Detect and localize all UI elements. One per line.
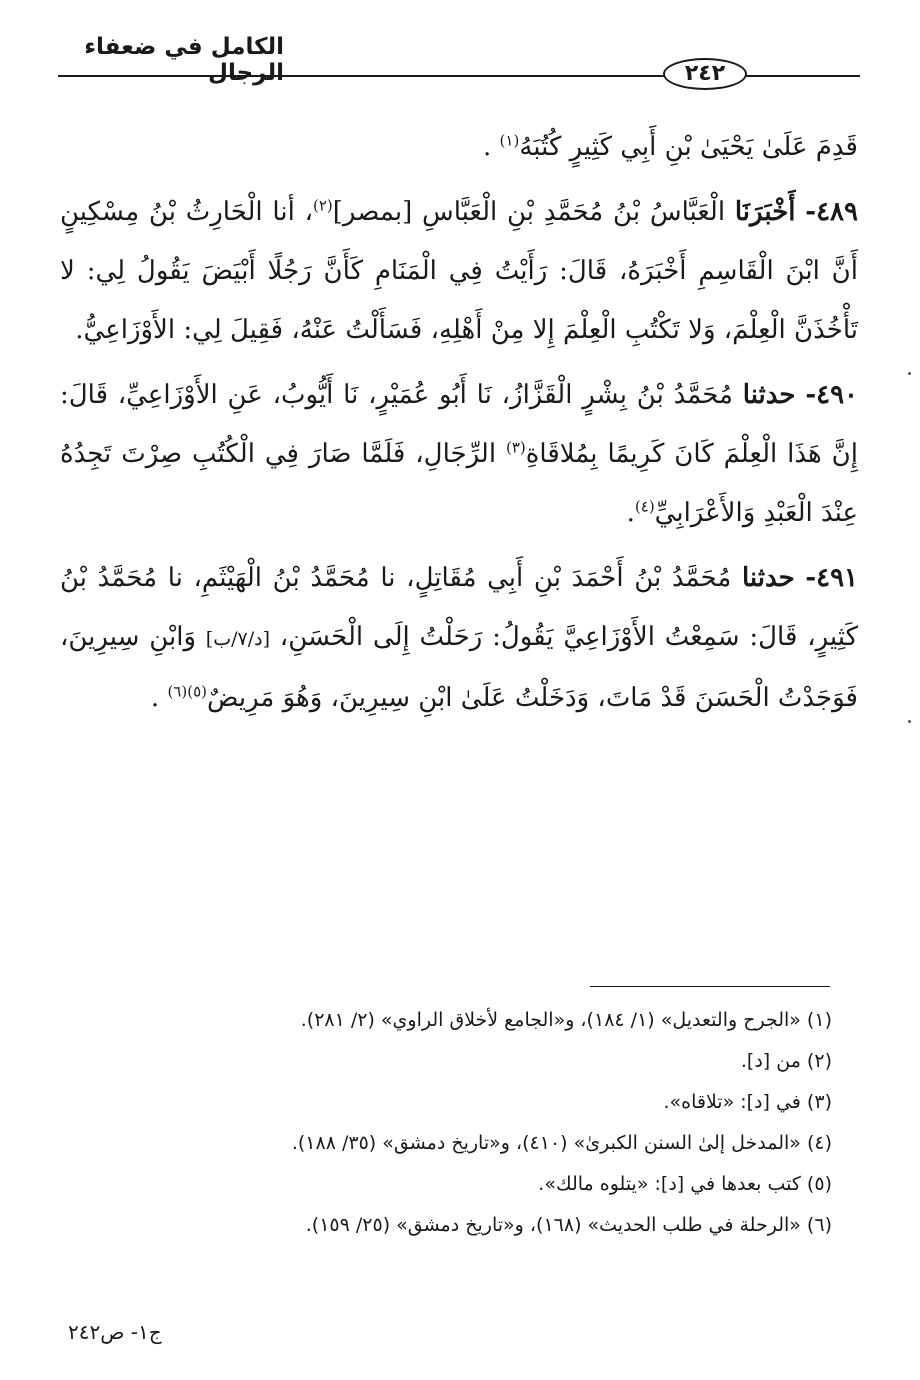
hadith-491 (60, 549, 858, 728)
hadith-text: مُحَمَّدُ بْنُ بِشْرٍ الْقَزَّازُ، نَا أَبُو عُمَيْرٍ، نَا أَيُّوبُ، عَنِ الأَوْزَاعِيِّ، قَالَ: إِنَّ هَذَا الْعِلْمَ كَانَ كَرِيمًا بِمُلاقَاةِ (60, 380, 858, 469)
hadith-number: ٤٩١- (805, 563, 859, 593)
narration-keyword: حدثنا (741, 563, 795, 593)
footnote-marker[interactable]: (٥)(٦) (167, 682, 207, 701)
footnotes (100, 1000, 832, 1246)
hadith-text: وَابْنِ سِيرِينَ، فَوَجَدْتُ الْحَسَنَ قَدْ مَاتَ، وَدَخَلْتُ عَلَىٰ ابْنِ سِيرِينَ، وَهُوَ مَرِيضٌ (60, 622, 858, 713)
footnote-item: (٤) «المدخل إلىٰ السنن الكبرىٰ» (٤١٠)، و«تاريخ دمشق» (٣٥/ ١٨٨). (291, 1132, 832, 1154)
footnote-marker[interactable]: (٢) (313, 196, 333, 215)
footnote-item: (٥) كتب بعدها في [د]: «يتلوه مالك». (538, 1173, 832, 1195)
paragraph-continuation (60, 118, 858, 177)
footnote-marker[interactable]: (٣) (506, 438, 526, 457)
scan-speck (908, 720, 911, 723)
footnote-marker[interactable]: (١) (499, 131, 520, 150)
hadith-text: الْعَبَّاسُ بْنُ مُحَمَّدِ بْنِ الْعَبَّاسِ [بمصر] (332, 197, 726, 227)
scan-speck (908, 372, 911, 375)
narration-keyword: حدثنا (742, 380, 796, 410)
page-number-badge: ٢٤٢ (663, 58, 747, 90)
hadith-text: مُحَمَّدُ بْنُ أَحْمَدَ بْنِ أَبِي مُقَاتِلٍ، نا مُحَمَّدُ بْنُ الْهَيْثَمِ، نا مُحَمَّدُ بْنُ كَثِيرٍ، قَالَ: سَمِعْتُ الأَوْزَاعِيَّ يَقُولُ: رَحَلْتُ إِلَى الْحَسَنِ، (60, 563, 858, 652)
paragraph-end: . (150, 683, 160, 713)
hadith-text: الرِّجَالِ، فَلَمَّا صَارَ فِي الْكُتُبِ صِرْتَ تَجِدُهُ عِنْدَ الْعَبْدِ وَالأَعْرَابِيِّ (60, 439, 858, 528)
footnote-item: (٣) في [د]: «تلاقاه». (663, 1091, 832, 1113)
main-text (60, 118, 858, 728)
volume-page-reference: ج١- ص٢٤٢ (68, 1320, 162, 1344)
footnote-separator (590, 986, 830, 987)
hadith-489 (60, 183, 858, 360)
footnote-item: (٦) «الرحلة في طلب الحديث» (١٦٨)، و«تاريخ دمشق» (٢٥/ ١٥٩). (305, 1214, 832, 1236)
hadith-number: ٤٩٠- (805, 380, 859, 410)
paragraph-end: . (483, 132, 492, 162)
paragraph-text: قَدِمَ عَلَىٰ يَحْيَىٰ بْنِ أَبِي كَثِيرٍ كُتُبَهُ (519, 132, 858, 162)
manuscript-folio-marker: [د/٧/ب] (205, 628, 270, 650)
running-title: الكامل في ضعفاء الرجال (84, 34, 284, 86)
hadith-490 (60, 366, 858, 543)
narration-keyword: أَخْبَرَنَا (734, 197, 796, 227)
hadith-text: ، أنا الْحَارِثُ بْنُ مِسْكِينٍ أَنَّ ابْنَ الْقَاسِمِ أَخْبَرَهُ، قَالَ: رَأَيْتُ فِي الْمَنَامِ كَأَنَّ رَجُلًا أَبْيَضَ يَقُولُ لِي: لا تَأْخُذَنَّ الْعِلْمَ، وَلا تَكْتُبِ الْعِلْمَ إِلا مِنْ أَهْلِهِ، فَسَأَلْتُ عَنْهُ، فَقِيلَ لِي: الأَوْزَاعِيُّ. (60, 197, 858, 345)
hadith-number: ٤٨٩- (805, 197, 858, 227)
footnote-marker[interactable]: (٤) (634, 497, 655, 516)
footnote-item: (٢) من [د]. (740, 1050, 832, 1072)
footnote-item: (١) «الجرح والتعديل» (١/ ١٨٤)، و«الجامع لأخلاق الراوي» (٢/ ٢٨١). (300, 1009, 832, 1031)
paragraph-end: . (626, 498, 635, 528)
